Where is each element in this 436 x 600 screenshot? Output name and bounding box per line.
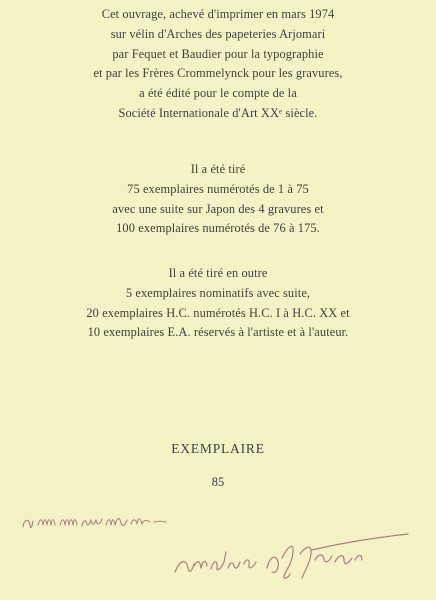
text-line: 5 exemplaires nominatifs avec suite, xyxy=(125,285,311,300)
signature-text xyxy=(0,0,1,1)
text-line: sur vélin d'Arches des papeteries Arjomari xyxy=(110,26,326,41)
text-line: 20 exemplaires H.C. numérotés H.C. I à H.C. XX et xyxy=(86,305,350,320)
text-line: 10 exemplaires E.A. réservés à l'artiste et à l'auteur. xyxy=(87,325,349,340)
text-line: 75 exemplaires numérotés de 1 à 75 xyxy=(127,181,309,196)
handwritten-inscription xyxy=(20,505,180,535)
text-line: par Fequet et Baudier pour la typographie xyxy=(112,46,324,61)
text-line: Société Internationale d'Art XXᵉ siècle. xyxy=(118,105,318,120)
artist-signature xyxy=(172,524,412,584)
text-line: 100 exemplaires numérotés de 76 à 175. xyxy=(116,221,320,236)
additional-copies-paragraph xyxy=(0,264,436,343)
print-run-paragraph xyxy=(0,160,436,239)
text-line: Il a été tiré en outre xyxy=(168,266,268,280)
exemplaire-label: EXEMPLAIRE xyxy=(171,441,265,456)
text-line: avec une suite sur Japon des 4 gravures et xyxy=(112,201,324,216)
text-line: a été édité pour le compte de la xyxy=(139,86,297,101)
printing-details-paragraph xyxy=(0,5,436,124)
inscription-text xyxy=(0,0,1,1)
exemplaire-number: 85 xyxy=(211,475,225,489)
text-line: et par les Frères Crommelynck pour les gravures, xyxy=(93,66,343,81)
text-line: Il a été tiré xyxy=(190,162,246,176)
text-line: Cet ouvrage, achevé d'imprimer en mars 1974 xyxy=(101,7,335,21)
